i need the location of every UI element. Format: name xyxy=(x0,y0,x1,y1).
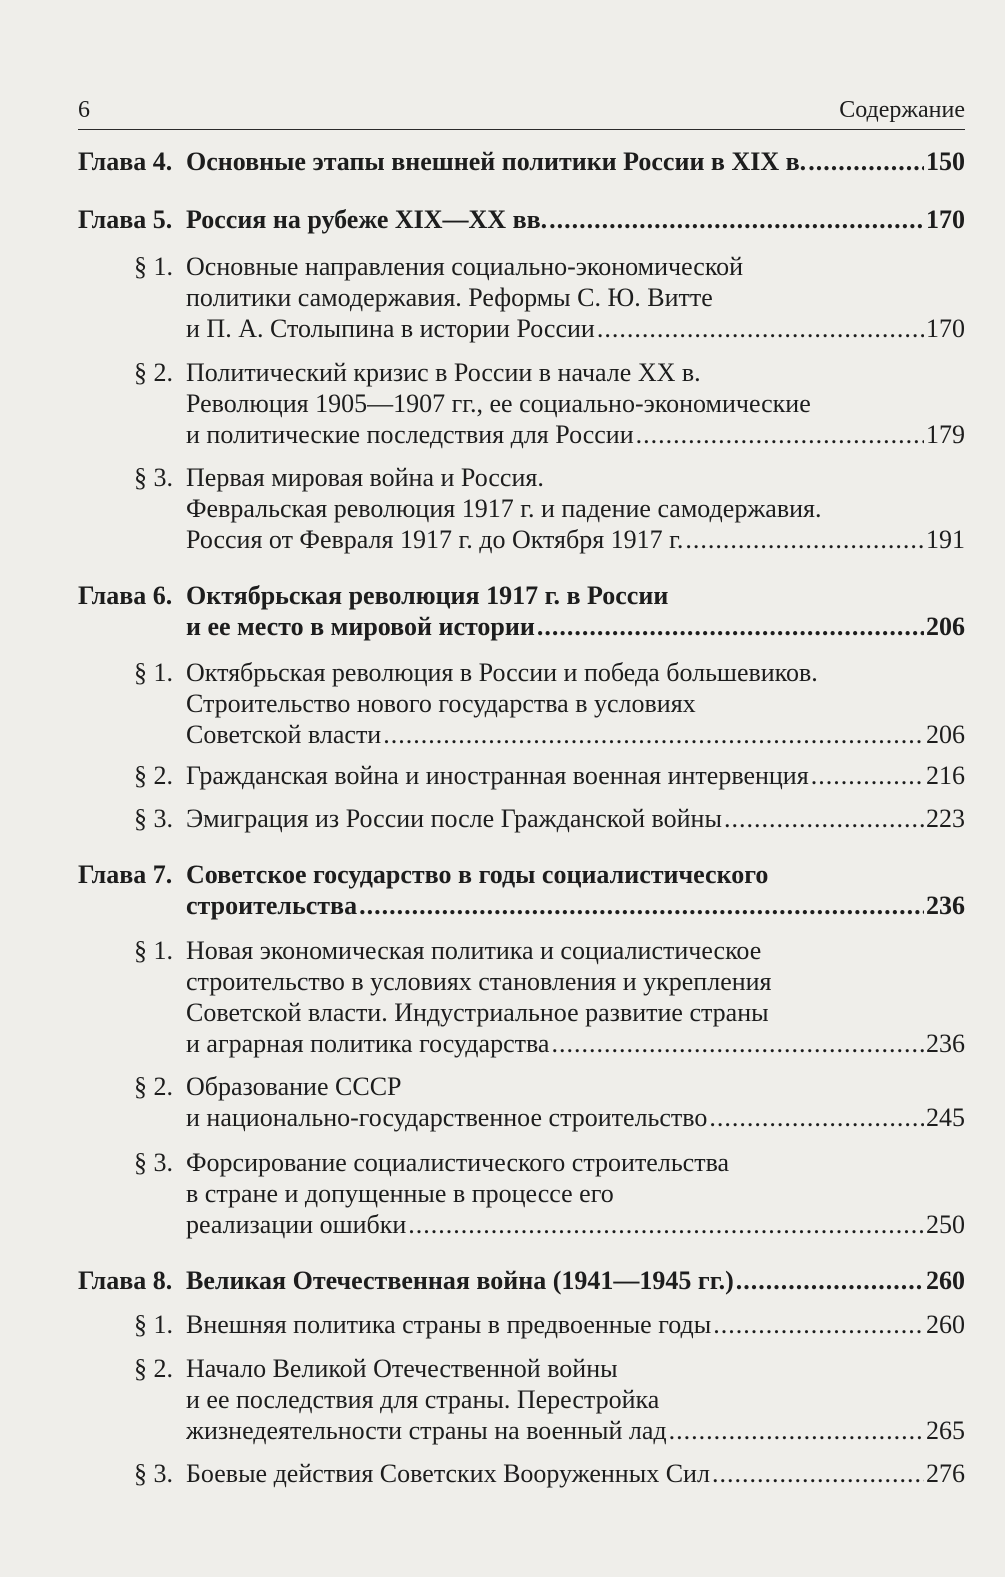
entry-title-line xyxy=(186,419,965,450)
entry-title-text: и П. А. Столыпина в истории России xyxy=(186,314,595,343)
entry-title-line xyxy=(186,1147,965,1178)
dot-leader xyxy=(736,1265,924,1296)
entry-title-line xyxy=(186,657,965,688)
entry-title xyxy=(186,580,965,642)
entry-title-line xyxy=(186,313,965,344)
entry-title-line xyxy=(186,1309,965,1340)
entry-title-line xyxy=(186,1178,965,1209)
entry-title-line xyxy=(186,204,965,235)
entry-title-line xyxy=(186,357,965,388)
dot-leader xyxy=(685,524,924,555)
running-title: Содержание xyxy=(839,97,965,123)
entry-page-number: 276 xyxy=(926,1459,965,1488)
section-label: § 2. xyxy=(134,761,173,790)
entry-title-line xyxy=(186,935,965,966)
running-header xyxy=(78,95,965,130)
entry-title-text: Начало Великой Отечественной войны xyxy=(186,1354,618,1383)
section-label: § 2. xyxy=(134,1354,173,1383)
entry-title-text: строительства xyxy=(186,891,358,920)
entry-title-line xyxy=(186,524,965,555)
dot-leader xyxy=(551,1028,924,1059)
entry-page-number: 170 xyxy=(926,314,965,343)
entry-title-text: Февральская революция 1917 г. и падение самодержавия. xyxy=(186,494,822,523)
entry-title xyxy=(186,204,965,235)
entry-title xyxy=(186,146,965,177)
entry-page-number: 265 xyxy=(926,1416,965,1445)
entry-title-line xyxy=(186,1384,965,1415)
entry-title-line xyxy=(186,1353,965,1384)
entry-title xyxy=(186,357,965,450)
entry-title xyxy=(186,760,965,791)
dot-leader xyxy=(712,1458,924,1489)
dot-leader xyxy=(359,890,924,921)
entry-title xyxy=(186,1071,965,1133)
entry-title-text: Строительство нового государства в условиях xyxy=(186,689,696,718)
entry-title-text: политики самодержавия. Реформы С. Ю. Витте xyxy=(186,283,713,312)
entry-title-text: Советской власти xyxy=(186,720,382,749)
section-label: § 1. xyxy=(134,1310,173,1339)
entry-title-text: Новая экономическая политика и социалистическое xyxy=(186,936,762,965)
entry-title-line xyxy=(186,580,965,611)
chapter-label: Глава 7. xyxy=(78,860,173,889)
entry-title-text: Октябрьская революция 1917 г. в России xyxy=(186,581,669,610)
entry-title-text: Политический кризис в России в начале XX в. xyxy=(186,358,701,387)
dot-leader xyxy=(669,1415,924,1446)
entry-title-text: Советской власти. Индустриальное развитие страны xyxy=(186,998,769,1027)
entry-title-line xyxy=(186,388,965,419)
entry-title-text: Эмиграция из России после Гражданской войны xyxy=(186,804,722,833)
entry-page-number: 250 xyxy=(926,1210,965,1239)
dot-leader xyxy=(808,146,924,177)
entry-page-number: 150 xyxy=(926,147,965,176)
entry-title-text: Основные направления социально-экономической xyxy=(186,252,744,281)
entry-page-number: 206 xyxy=(926,720,965,749)
entry-title-line xyxy=(186,997,965,1028)
entry-title-text: Внешняя политика страны в предвоенные годы xyxy=(186,1310,712,1339)
section-label: § 2. xyxy=(134,1072,173,1101)
entry-title xyxy=(186,859,965,921)
entry-title-line xyxy=(186,1209,965,1240)
dot-leader xyxy=(549,204,924,235)
entry-title-text: и аграрная политика государства xyxy=(186,1029,550,1058)
section-label: § 3. xyxy=(134,804,173,833)
section-label: § 2. xyxy=(134,358,173,387)
entry-title-text: Гражданская война и иностранная военная интервенция xyxy=(186,761,809,790)
entry-page-number: 236 xyxy=(926,1029,965,1058)
entry-title-text: реализации ошибки xyxy=(186,1210,407,1239)
entry-page-number: 260 xyxy=(926,1266,965,1295)
entry-title-text: и ее место в мировой истории xyxy=(186,612,535,641)
entry-title xyxy=(186,657,965,750)
entry-page-number: 206 xyxy=(926,612,965,641)
entry-title-line xyxy=(186,760,965,791)
entry-title xyxy=(186,1147,965,1240)
entry-title-line xyxy=(186,282,965,313)
dot-leader xyxy=(636,419,924,450)
entry-title-text: Первая мировая война и Россия. xyxy=(186,463,544,492)
entry-title-text: Образование СССР xyxy=(186,1072,402,1101)
entry-title xyxy=(186,1458,965,1489)
dot-leader xyxy=(383,719,924,750)
entry-title xyxy=(186,1309,965,1340)
dot-leader xyxy=(713,1309,924,1340)
entry-title xyxy=(186,935,965,1059)
dot-leader xyxy=(709,1102,924,1133)
section-label: § 1. xyxy=(134,252,173,281)
entry-title-line xyxy=(186,146,965,177)
entry-title-line xyxy=(186,719,965,750)
entry-title-text: Революция 1905—1907 гг., ее социально-экономические xyxy=(186,389,811,418)
dot-leader xyxy=(537,611,924,642)
entry-page-number: 260 xyxy=(926,1310,965,1339)
section-label: § 1. xyxy=(134,936,173,965)
entry-title-text: Октябрьская революция в России и победа большевиков. xyxy=(186,658,818,687)
chapter-label: Глава 6. xyxy=(78,581,173,610)
entry-page-number: 236 xyxy=(926,891,965,920)
entry-page-number: 170 xyxy=(926,205,965,234)
entry-title-text: Великая Отечественная война (1941—1945 гг.) xyxy=(186,1266,734,1295)
entry-title-text: строительство в условиях становления и укрепления xyxy=(186,967,772,996)
section-label: § 3. xyxy=(134,463,173,492)
entry-page-number: 245 xyxy=(926,1103,965,1132)
entry-title-text: в стране и допущенные в процессе его xyxy=(186,1179,614,1208)
entry-title-line xyxy=(186,688,965,719)
entry-page-number: 216 xyxy=(926,761,965,790)
entry-title-text: и ее последствия для страны. Перестройка xyxy=(186,1385,660,1414)
entry-page-number: 179 xyxy=(926,420,965,449)
entry-title-text: Боевые действия Советских Вооруженных Сил xyxy=(186,1459,710,1488)
section-label: § 3. xyxy=(134,1459,173,1488)
entry-title-line xyxy=(186,1458,965,1489)
entry-title-text: Основные этапы внешней политики России в XIX в. xyxy=(186,147,807,176)
dot-leader xyxy=(597,313,924,344)
entry-title-line xyxy=(186,1415,965,1446)
dot-leader xyxy=(408,1209,924,1240)
entry-title-text: Форсирование социалистического строительства xyxy=(186,1148,730,1177)
dot-leader xyxy=(724,803,924,834)
entry-title-text: Россия от Февраля 1917 г. до Октября 1917 г. xyxy=(186,525,684,554)
dot-leader xyxy=(811,760,924,791)
entry-title-line xyxy=(186,890,965,921)
entry-title-line xyxy=(186,1102,965,1133)
section-label: § 3. xyxy=(134,1148,173,1177)
entry-title-line xyxy=(186,462,965,493)
entry-title xyxy=(186,803,965,834)
entry-page-number: 223 xyxy=(926,804,965,833)
chapter-label: Глава 4. xyxy=(78,147,173,176)
entry-title xyxy=(186,1353,965,1446)
entry-title-text: и политические последствия для России xyxy=(186,420,634,449)
entry-title xyxy=(186,1265,965,1296)
entry-title-line xyxy=(186,493,965,524)
chapter-label: Глава 5. xyxy=(78,205,173,234)
entry-title-line xyxy=(186,803,965,834)
entry-title-line xyxy=(186,859,965,890)
entry-title-text: и национально-государственное строительство xyxy=(186,1103,708,1132)
entry-title-line xyxy=(186,1071,965,1102)
entry-title-line xyxy=(186,611,965,642)
page-number: 6 xyxy=(78,97,90,123)
entry-title-line xyxy=(186,966,965,997)
entry-title-text: Россия на рубеже XIX—XX вв. xyxy=(186,205,548,234)
entry-page-number: 191 xyxy=(926,525,965,554)
chapter-label: Глава 8. xyxy=(78,1266,173,1295)
entry-title-line xyxy=(186,1028,965,1059)
entry-title-text: жизнедеятельности страны на военный лад xyxy=(186,1416,667,1445)
entry-title-line xyxy=(186,251,965,282)
entry-title-text: Советское государство в годы социалистического xyxy=(186,860,769,889)
entry-title-line xyxy=(186,1265,965,1296)
section-label: § 1. xyxy=(134,658,173,687)
entry-title xyxy=(186,462,965,555)
entry-title xyxy=(186,251,965,344)
